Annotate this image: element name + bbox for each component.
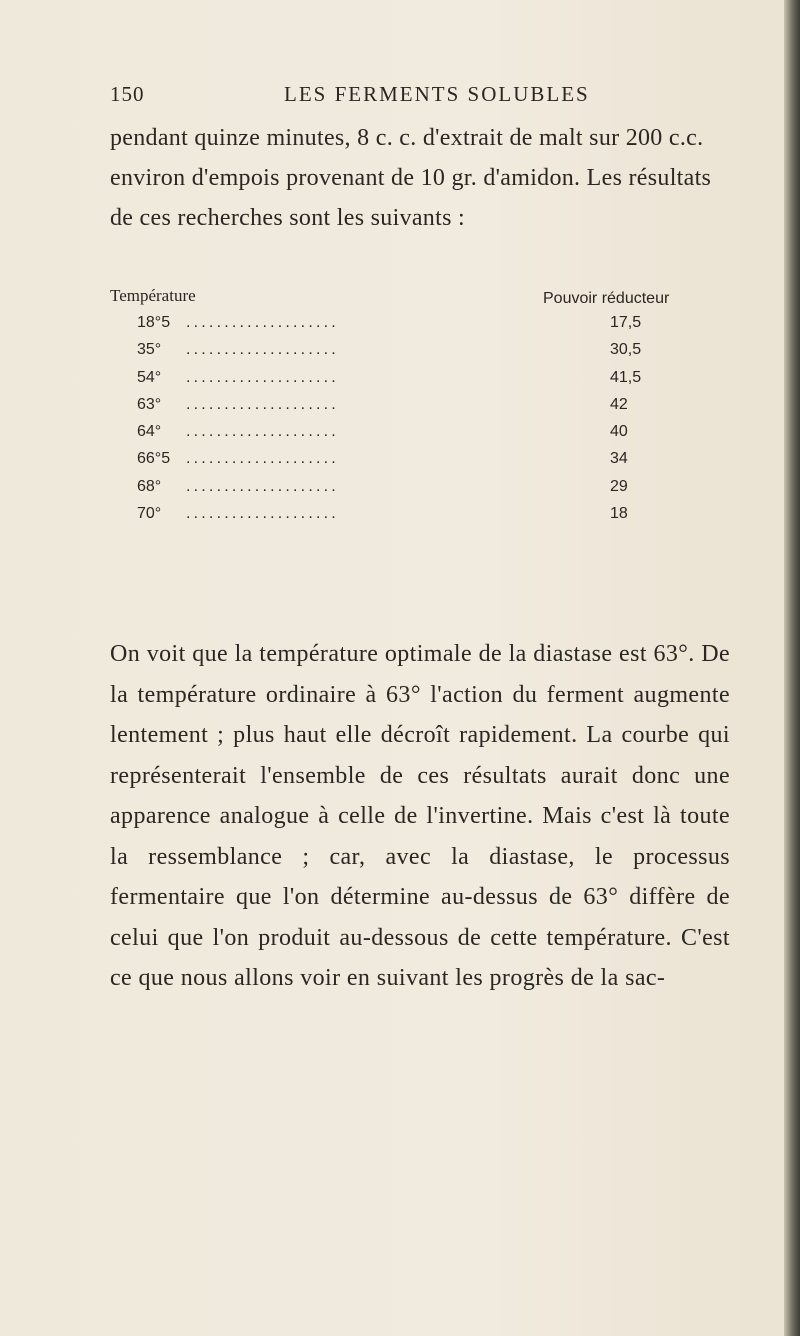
table-header (110, 286, 710, 314)
pouvoir-cell: 29 (610, 477, 628, 495)
pouvoir-cell: 41,5 (610, 368, 642, 386)
dot-leader: .................... (186, 368, 339, 386)
table-row (110, 450, 710, 477)
intro-paragraph (110, 118, 730, 238)
temperature-cell: 68° (137, 477, 162, 495)
page-number: 150 (110, 82, 145, 106)
pouvoir-cell: 40 (610, 423, 628, 441)
page-header (110, 82, 710, 112)
dot-leader: .................... (186, 341, 339, 359)
intro-text: pendant quinze minutes, 8 c. c. d'extrait de malt sur 200 c.c. environ d'empois provenant de 10 gr. d'amidon. Les résultats de ces recherches sont les suivants : (110, 125, 712, 231)
column-header-temperature: Température (110, 286, 196, 305)
pouvoir-cell: 18 (610, 505, 628, 523)
page-edge-shadow (784, 0, 800, 1336)
table-row (110, 369, 710, 396)
dot-leader: .................... (186, 395, 339, 413)
pouvoir-cell: 42 (610, 395, 628, 413)
temperature-cell: 35° (137, 341, 162, 359)
table-row (110, 478, 710, 505)
body-paragraph (110, 634, 730, 999)
dot-leader: .................... (186, 423, 339, 441)
temperature-cell: 54° (137, 368, 162, 386)
temperature-cell: 70° (137, 505, 162, 523)
table-row (110, 314, 710, 341)
pouvoir-cell: 30,5 (610, 341, 642, 359)
temperature-cell: 63° (137, 395, 162, 413)
dot-leader: .................... (186, 450, 339, 468)
dot-leader: .................... (186, 477, 339, 495)
table-row (110, 423, 710, 450)
body-text: On voit que la température optimale de la diastase est 63°. De la température ordinaire à 63° l'action du ferment augmente lentement ; plus haut elle décroît rapidement. La courbe qui représenterait l'ensemble de ces résultats aurait donc une apparence analogue à celle de l'invertine. Mais c'est là toute la ressemblance ; car, avec la diastase, le processus fermentaire que l'on détermine au-dessus de 63° diffère de celui que l'on produit au-dessous de cette température. C'est ce que nous allons voir en suivant les progrès de la sac- (110, 641, 730, 991)
column-header-pouvoir: Pouvoir réducteur (543, 290, 670, 307)
pouvoir-cell: 34 (610, 450, 628, 468)
results-table (110, 286, 710, 532)
temperature-cell: 64° (137, 423, 162, 441)
running-title: LES FERMENTS SOLUBLES (284, 82, 590, 106)
temperature-cell: 66°5 (137, 450, 171, 468)
pouvoir-cell: 17,5 (610, 314, 642, 331)
dot-leader: .................... (186, 505, 339, 523)
dot-leader: .................... (186, 314, 339, 331)
table-row (110, 505, 710, 532)
table-row (110, 341, 710, 368)
table-row (110, 396, 710, 423)
temperature-cell: 18°5 (137, 314, 171, 331)
